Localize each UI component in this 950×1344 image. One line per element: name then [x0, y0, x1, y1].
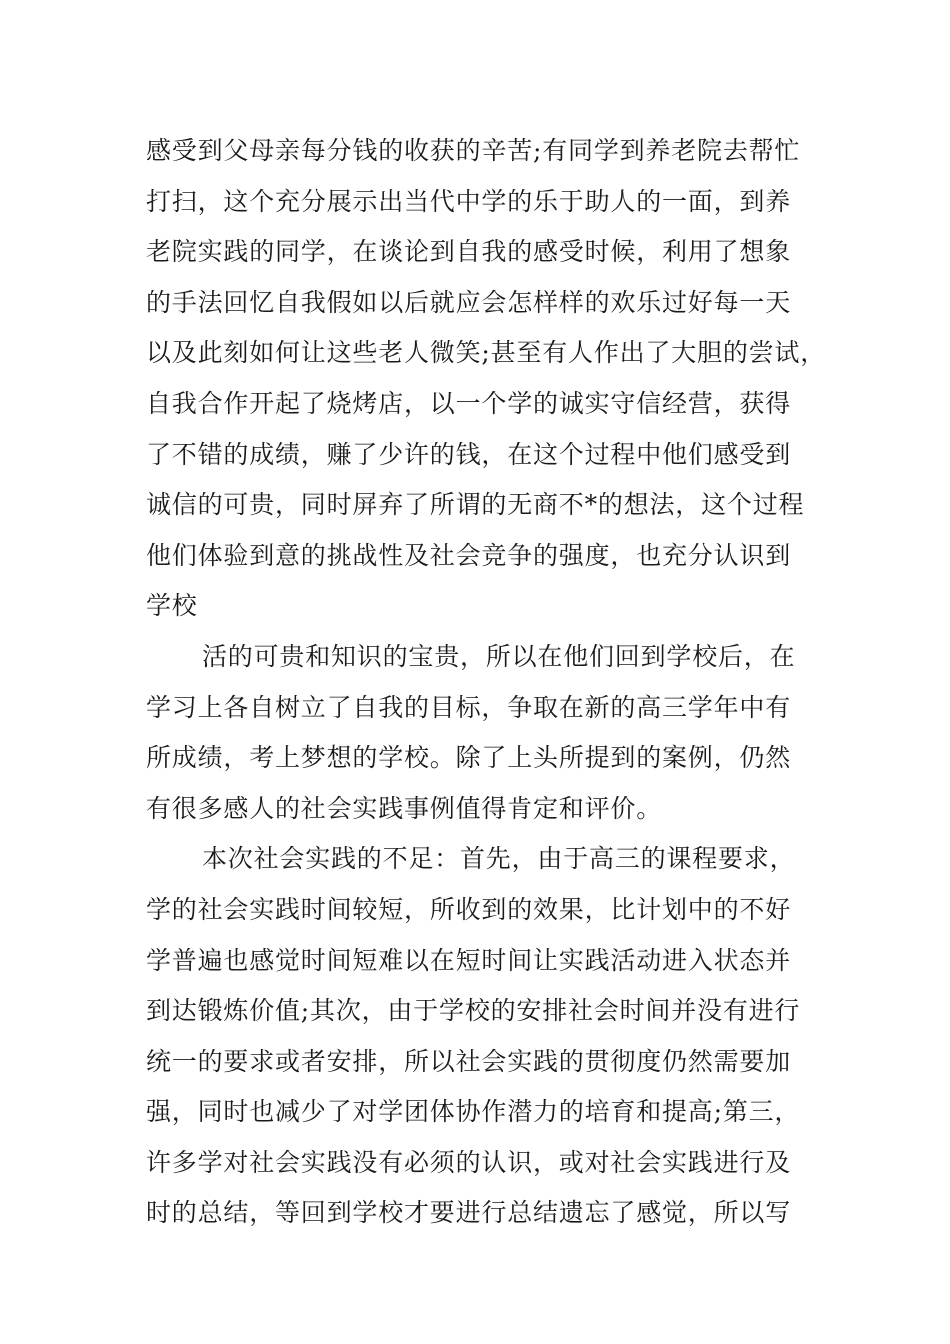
text-line: 强，同时也减少了对学团体协作潜力的培育和提高;第三，: [146, 1097, 801, 1127]
text-line: 学的社会实践时间较短，所收到的效果，比计划中的不好: [146, 894, 792, 924]
paragraph-first-line: 本次社会实践的不足：首先，由于高三的课程要求，: [202, 844, 796, 874]
text-line: 学习上各自树立了自我的目标，争取在新的高三学年中有: [146, 692, 792, 722]
text-line: 打扫，这个充分展示出当代中学的乐于助人的一面，到养: [146, 186, 792, 216]
text-line: 了不错的成绩，赚了少许的钱，在这个过程中他们感受到: [146, 439, 792, 469]
text-line: 诚信的可贵，同时屏弃了所谓的无商不*的想法，这个过程: [146, 490, 805, 520]
text-line: 时的总结，等回到学校才要进行总结遗忘了感觉，所以写: [146, 1198, 792, 1228]
text-line: 以及此刻如何让这些老人微笑;甚至有人作出了大胆的尝试，: [146, 338, 827, 368]
text-line: 老院实践的同学，在谈论到自我的感受时候，利用了想象: [146, 237, 792, 267]
text-line: 他们体验到意的挑战性及社会竞争的强度，也充分认识到: [146, 540, 792, 570]
text-line: 自我合作开起了烧烤店，以一个学的诚实守信经营，获得: [146, 388, 792, 418]
text-line: 的手法回忆自我假如以后就应会怎样样的欢乐过好每一天: [146, 287, 792, 317]
text-line: 许多学对社会实践没有必须的认识，或对社会实践进行及: [146, 1147, 792, 1177]
text-line: 学普遍也感觉时间短难以在短时间让实践活动进入状态并: [146, 945, 792, 975]
paragraph-first-line: 活的可贵和知识的宝贵，所以在他们回到学校后，在: [202, 641, 796, 671]
text-line: 到达锻炼价值;其次，由于学校的安排社会时间并没有进行: [146, 996, 801, 1026]
text-line: 有很多感人的社会实践事例值得肯定和评价。: [146, 793, 663, 823]
text-line: 统一的要求或者安排，所以社会实践的贯彻度仍然需要加: [146, 1046, 792, 1076]
body-text: [146, 126, 827, 1239]
text-line: 学校: [146, 591, 198, 621]
text-line: 所成绩，考上梦想的学校。除了上头所提到的案例，仍然: [146, 743, 792, 773]
text-line: 感受到父母亲每分钱的收获的辛苦;有同学到养老院去帮忙: [146, 136, 801, 165]
